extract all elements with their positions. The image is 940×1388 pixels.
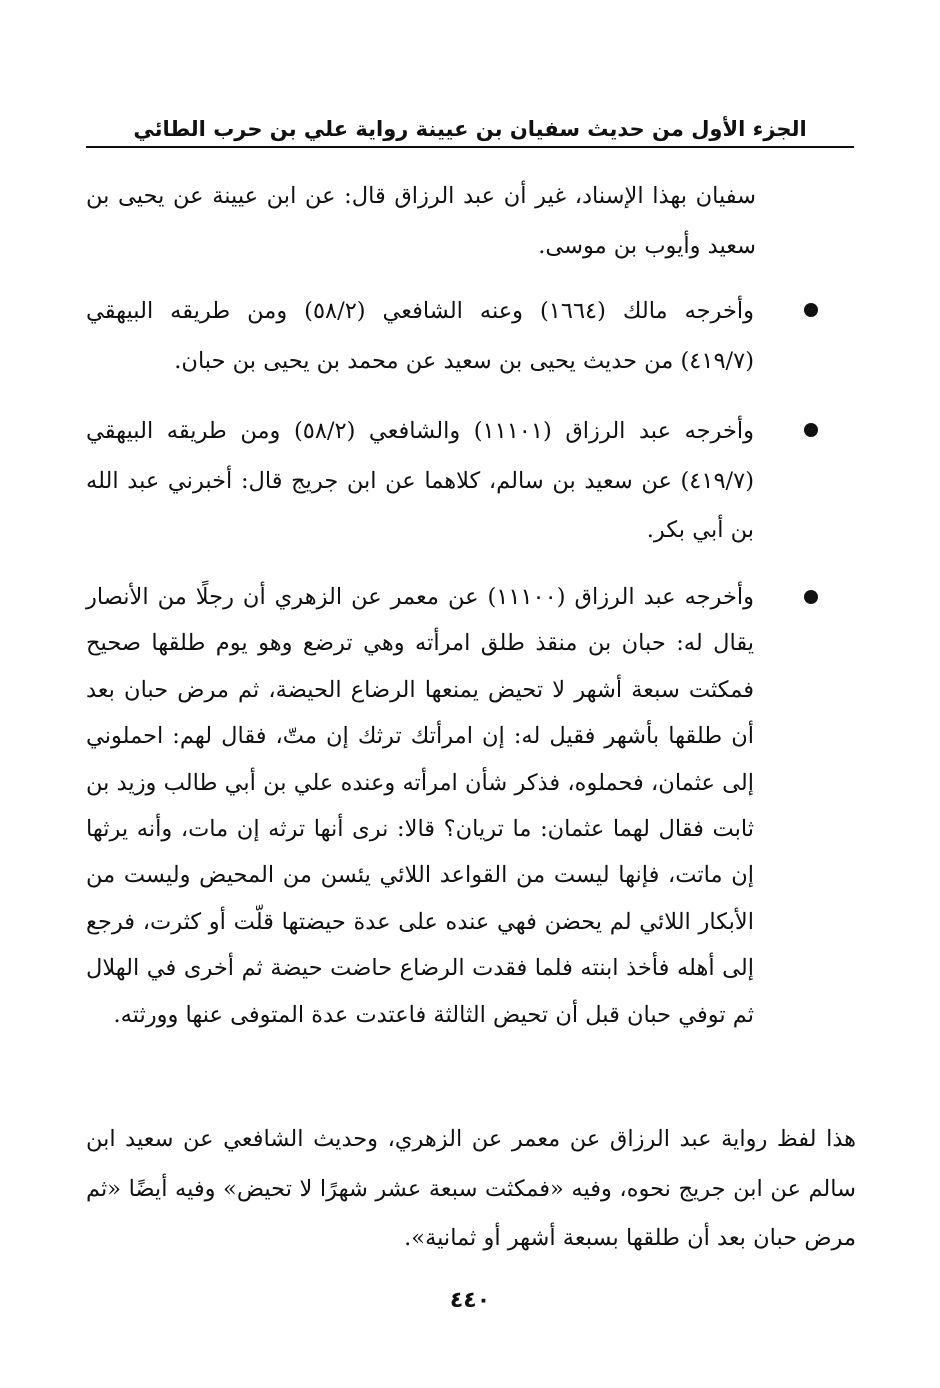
list-item: [86, 407, 818, 567]
list-item: [86, 574, 818, 1094]
bullet-icon: [804, 303, 818, 317]
bullet-icon: [804, 590, 818, 604]
list-item-text: وأخرجه مالك (١٦٦٤) وعنه الشافعي (٥٨/٢) ومن طريقه البيهقي (٤١٩/٧) من حديث يحيى بن سعيد عن محمد بن يحيى بن حبان.: [86, 298, 754, 374]
list-item-text: وأخرجه عبد الرزاق (١١١٠٠) عن معمر عن الزهري أن رجلًا من الأنصار يقال له: حبان بن منقذ طلق امرأته وهي ترضع وهو يوم طلقها صحيح فمكثت سبعة أشهر لا تحيض يمنعها الرضاع الحيضة، ثم مرض حبان بعد أن طلقها بأشهر فقيل له: إن امرأتك ترثك إن متّ، فقال لهم: احملوني إلى عثمان، فحملوه، فذكر شأن امرأته وعنده علي بن أبي طالب وزيد بن ثابت فقال لهما عثمان: ما تريان؟ قالا: نرى أنها ترثه إن مات، وأنه يرثها إن ماتت، فإنها ليست من القواعد اللائي يئسن من المحيض وليست من الأبكار اللائي لم يحضن فهي عنده على عدة حيضتها قلّت أو كثرت، فرجع إلى أهله فأخذ ابنته فلما فقدت الرضاع حاضت حيضة ثم أخرى في الهلال ثم توفي حبان قبل أن تحيض الثالثة فاعتدت عدة المتوفى عنها وورثته.: [86, 584, 754, 1028]
bullet-icon: [804, 423, 818, 437]
list-item-text: وأخرجه عبد الرزاق (١١١٠١) والشافعي (٥٨/٢) ومن طريقه البيهقي (٤١٩/٧) عن سعيد بن سالم، كلاهما عن ابن جريج قال: أخبرني عبد الله بن أبي بكر.: [86, 418, 754, 543]
page-number: ٤٤٠: [449, 1288, 491, 1313]
intro-paragraph: سفيان بهذا الإسناد، غير أن عبد الرزاق قال: عن ابن عيينة عن يحيى بن سعيد وأيوب بن موسى.: [86, 183, 756, 259]
header-rule: [86, 146, 854, 148]
running-header: الجزء الأول من حديث سفيان بن عيينة رواية علي بن حرب الطائي: [133, 117, 807, 141]
list-item: [86, 287, 818, 397]
closing-paragraph: هذا لفظ رواية عبد الرزاق عن معمر عن الزهري، وحديث الشافعي عن سعيد ابن سالم عن ابن جريج نحوه، وفيه «فمكثت سبعة عشر شهرًا لا تحيض» وفيه أيضًا «ثم مرض حبان بعد أن طلقها بسبعة أشهر أو ثمانية».: [86, 1126, 856, 1251]
